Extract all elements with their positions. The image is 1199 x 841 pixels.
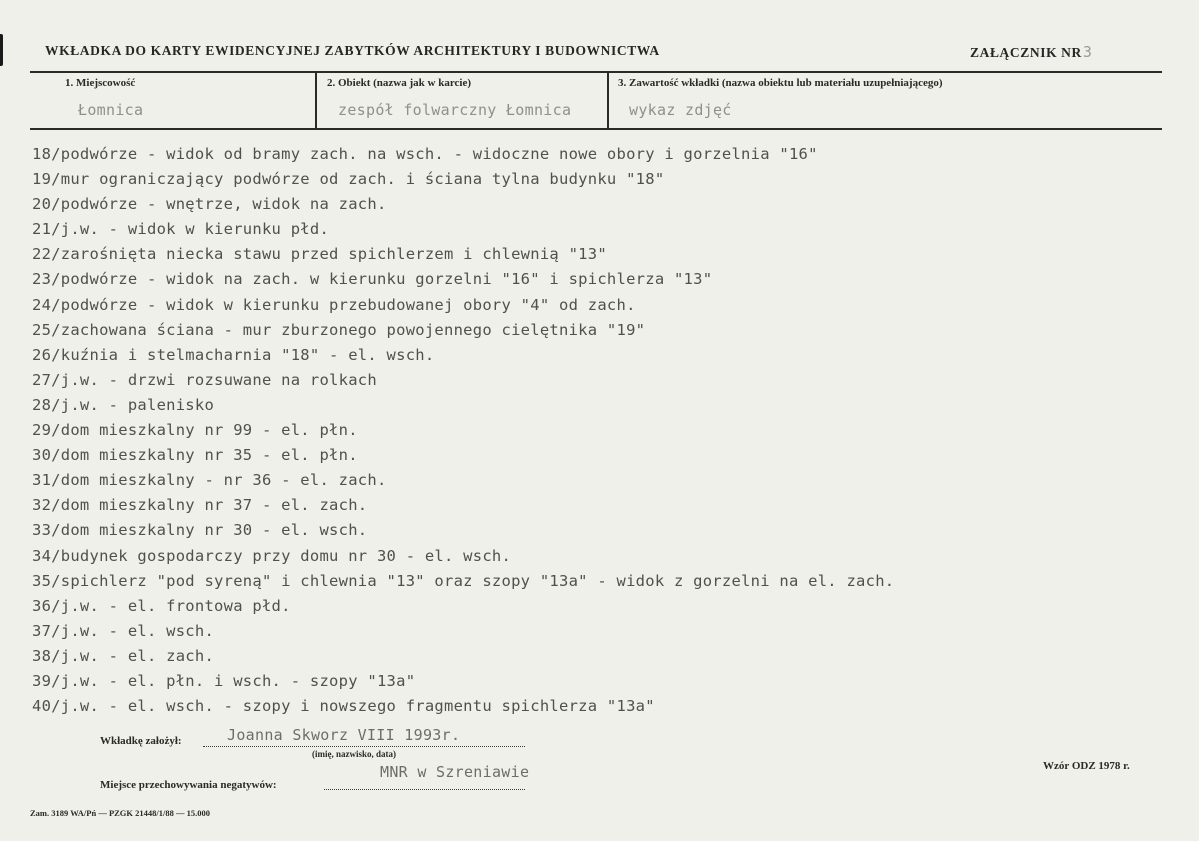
photo-entry: 33/dom mieszkalny nr 30 - el. wsch. (32, 521, 368, 540)
photo-entry: 31/dom mieszkalny - nr 36 - el. zach. (32, 471, 387, 490)
photo-entry: 18/podwórze - widok od bramy zach. na wsch. - widoczne nowe obory i gorzelnia "16" (32, 145, 818, 163)
field-label-locality: 1. Miejscowość (65, 77, 136, 89)
header-rule-top (30, 71, 1162, 73)
annex-number: 3 (1082, 43, 1093, 61)
photo-entry: 32/dom mieszkalny nr 37 - el. zach. (32, 496, 368, 515)
photo-entry: 25/zachowana ściana - mur zburzonego powojennego cielętnika "19" (32, 320, 646, 339)
photo-entry: 36/j.w. - el. frontowa płd. (32, 596, 291, 615)
photo-entry: 19/mur ograniczający podwórze od zach. i ściana tylna budynku "18" (32, 170, 665, 189)
photo-entry: 30/dom mieszkalny nr 35 - el. płn. (32, 446, 358, 465)
page-edge-mark (0, 34, 3, 66)
photo-entry: 38/j.w. - el. zach. (32, 646, 215, 665)
field-value-locality: Łomnica (78, 101, 144, 119)
photo-entry: 37/j.w. - el. wsch. (32, 621, 215, 640)
photo-entry: 35/spichlerz "pod syreną" i chlewnia "13" oraz szopy "13a" - widok z gorzelni na el. zach. (32, 571, 895, 590)
field-label-contents: 3. Zawartość wkładki (nazwa obiektu lub materiału uzupełniającego) (618, 77, 943, 89)
photo-entry: 22/zarośnięta niecka stawu przed spichlerzem i chlewnią "13" (32, 245, 607, 264)
photo-entry: 20/podwórze - wnętrze, widok na zach. (32, 195, 387, 214)
photo-entry: 34/budynek gospodarczy przy domu nr 30 - el. wsch. (32, 546, 512, 565)
storage-value: MNR w Szreniawie (380, 763, 530, 781)
field-divider-1 (315, 73, 317, 128)
photo-entry: 40/j.w. - el. wsch. - szopy i nowszego fragmentu spichlerza "13a" (32, 697, 655, 716)
photo-entry: 21/j.w. - widok w kierunku płd. (32, 220, 330, 239)
founder-dotline (203, 746, 525, 747)
header-rule-bottom (30, 128, 1162, 130)
photo-entry: 28/j.w. - palenisko (32, 395, 215, 414)
photo-entry: 27/j.w. - drzwi rozsuwane na rolkach (32, 370, 377, 389)
storage-dotline (324, 789, 525, 790)
field-value-contents: wykaz zdjęć (629, 101, 732, 119)
annex-label (970, 43, 1092, 61)
founder-value: Joanna Skworz VIII 1993r. (227, 726, 461, 744)
storage-label: Miejsce przechowywania negatywów: (100, 779, 277, 791)
annex-label-text: ZAŁĄCZNIK NR (970, 45, 1082, 60)
form-template-id: Wzór ODZ 1978 r. (1043, 760, 1130, 772)
photo-entry: 39/j.w. - el. płn. i wsch. - szopy "13a" (32, 671, 416, 690)
founder-label: Wkładkę założył: (100, 735, 182, 747)
form-title: WKŁADKA DO KARTY EWIDENCYJNEJ ZABYTKÓW ARCHITEKTURY I BUDOWNICTWA (45, 43, 660, 58)
photo-list (32, 142, 894, 719)
photo-entry: 23/podwórze - widok na zach. w kierunku gorzelni "16" i spichlerza "13" (32, 270, 713, 289)
founder-caption: (imię, nazwisko, data) (312, 749, 396, 759)
photo-entry: 26/kuźnia i stelmacharnia "18" - el. wsch. (32, 345, 435, 364)
photo-entry: 29/dom mieszkalny nr 99 - el. płn. (32, 421, 358, 440)
photo-entry: 24/podwórze - widok w kierunku przebudowanej obory "4" od zach. (32, 295, 636, 314)
field-value-object: zespół folwarczny Łomnica (338, 101, 572, 119)
field-label-object: 2. Obiekt (nazwa jak w karcie) (327, 77, 472, 89)
field-divider-2 (607, 73, 609, 128)
print-info: Zam. 3189 WA/Pń — PZGK 21448/1/88 — 15.000 (30, 808, 211, 818)
